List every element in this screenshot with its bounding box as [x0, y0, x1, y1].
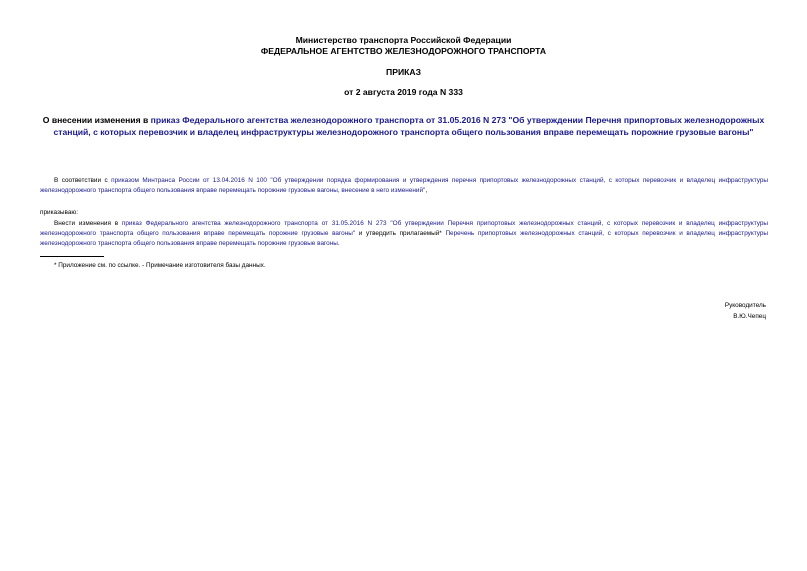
footnote-text: * Приложение см. по ссылке. - Примечание изготовителя базы данных. [54, 262, 266, 269]
document-subject [30, 114, 777, 138]
document-type: ПРИКАЗ [386, 67, 421, 77]
subject-order-link[interactable]: приказ Федерального агентства железнодорожного транспорта от 31.05.2016 N 273 "Об утверждении Перечня припортовых железнодорожных станций, с которых перевозчик и владелец инфраструктуры железнодорожного транспорта общего пользования вправе перемещать порожние грузовые вагоны" [53, 115, 765, 137]
agency-name: ФЕДЕРАЛЬНОЕ АГЕНТСТВО ЖЕЛЕЗНОДОРОЖНОГО ТРАНСПОРТА [260, 46, 547, 56]
preamble-suffix: , [425, 187, 428, 195]
order-suffix: . [337, 240, 340, 248]
mintrans-order-link[interactable]: приказом Минтранса России от 13.04.2016 N 100 "Об утверждении порядка формирования и утверждения перечня припортовых железнодорожных станций, с которых перевозчик и владелец инфраструктуры железнодорожного транспорта общего пользования вправе перемещать порожние грузовые вагоны, внесение в него изменений" [40, 177, 768, 195]
amended-order-link[interactable]: приказ Федерального агентства железнодорожного транспорта от 31.05.2016 N 273 "Об утверждении Перечня припортовых железнодорожных станций, с которых перевозчик и владелец инфраструктуры железнодорожного транспорта общего пользования вправе перемещать порожние грузовые вагоны" [40, 220, 769, 238]
order-paragraph [40, 219, 768, 250]
subject-prefix: О внесении изменения в [42, 115, 151, 125]
document-date-number: от 2 августа 2019 года N 333 [344, 87, 463, 97]
station-list-link[interactable]: Перечень припортовых железнодорожных станций, с которых перевозчик и владелец инфраструктуры железнодорожного транспорта общего пользования вправе перемещать порожние грузовые вагоны [40, 230, 769, 248]
orders-word: приказываю: [40, 209, 78, 216]
footnote-divider [40, 256, 104, 257]
signer-title: Руководитель [724, 302, 766, 309]
order-prefix: Внести изменения в [54, 220, 122, 227]
preamble-prefix: В соответствии с [54, 177, 112, 184]
preamble-paragraph [40, 176, 768, 196]
order-middle: и утвердить прилагаемый* [355, 230, 446, 238]
ministry-name: Министерство транспорта Российской Федерации [295, 35, 512, 45]
signer-name: В.Ю.Чепец [733, 313, 766, 320]
